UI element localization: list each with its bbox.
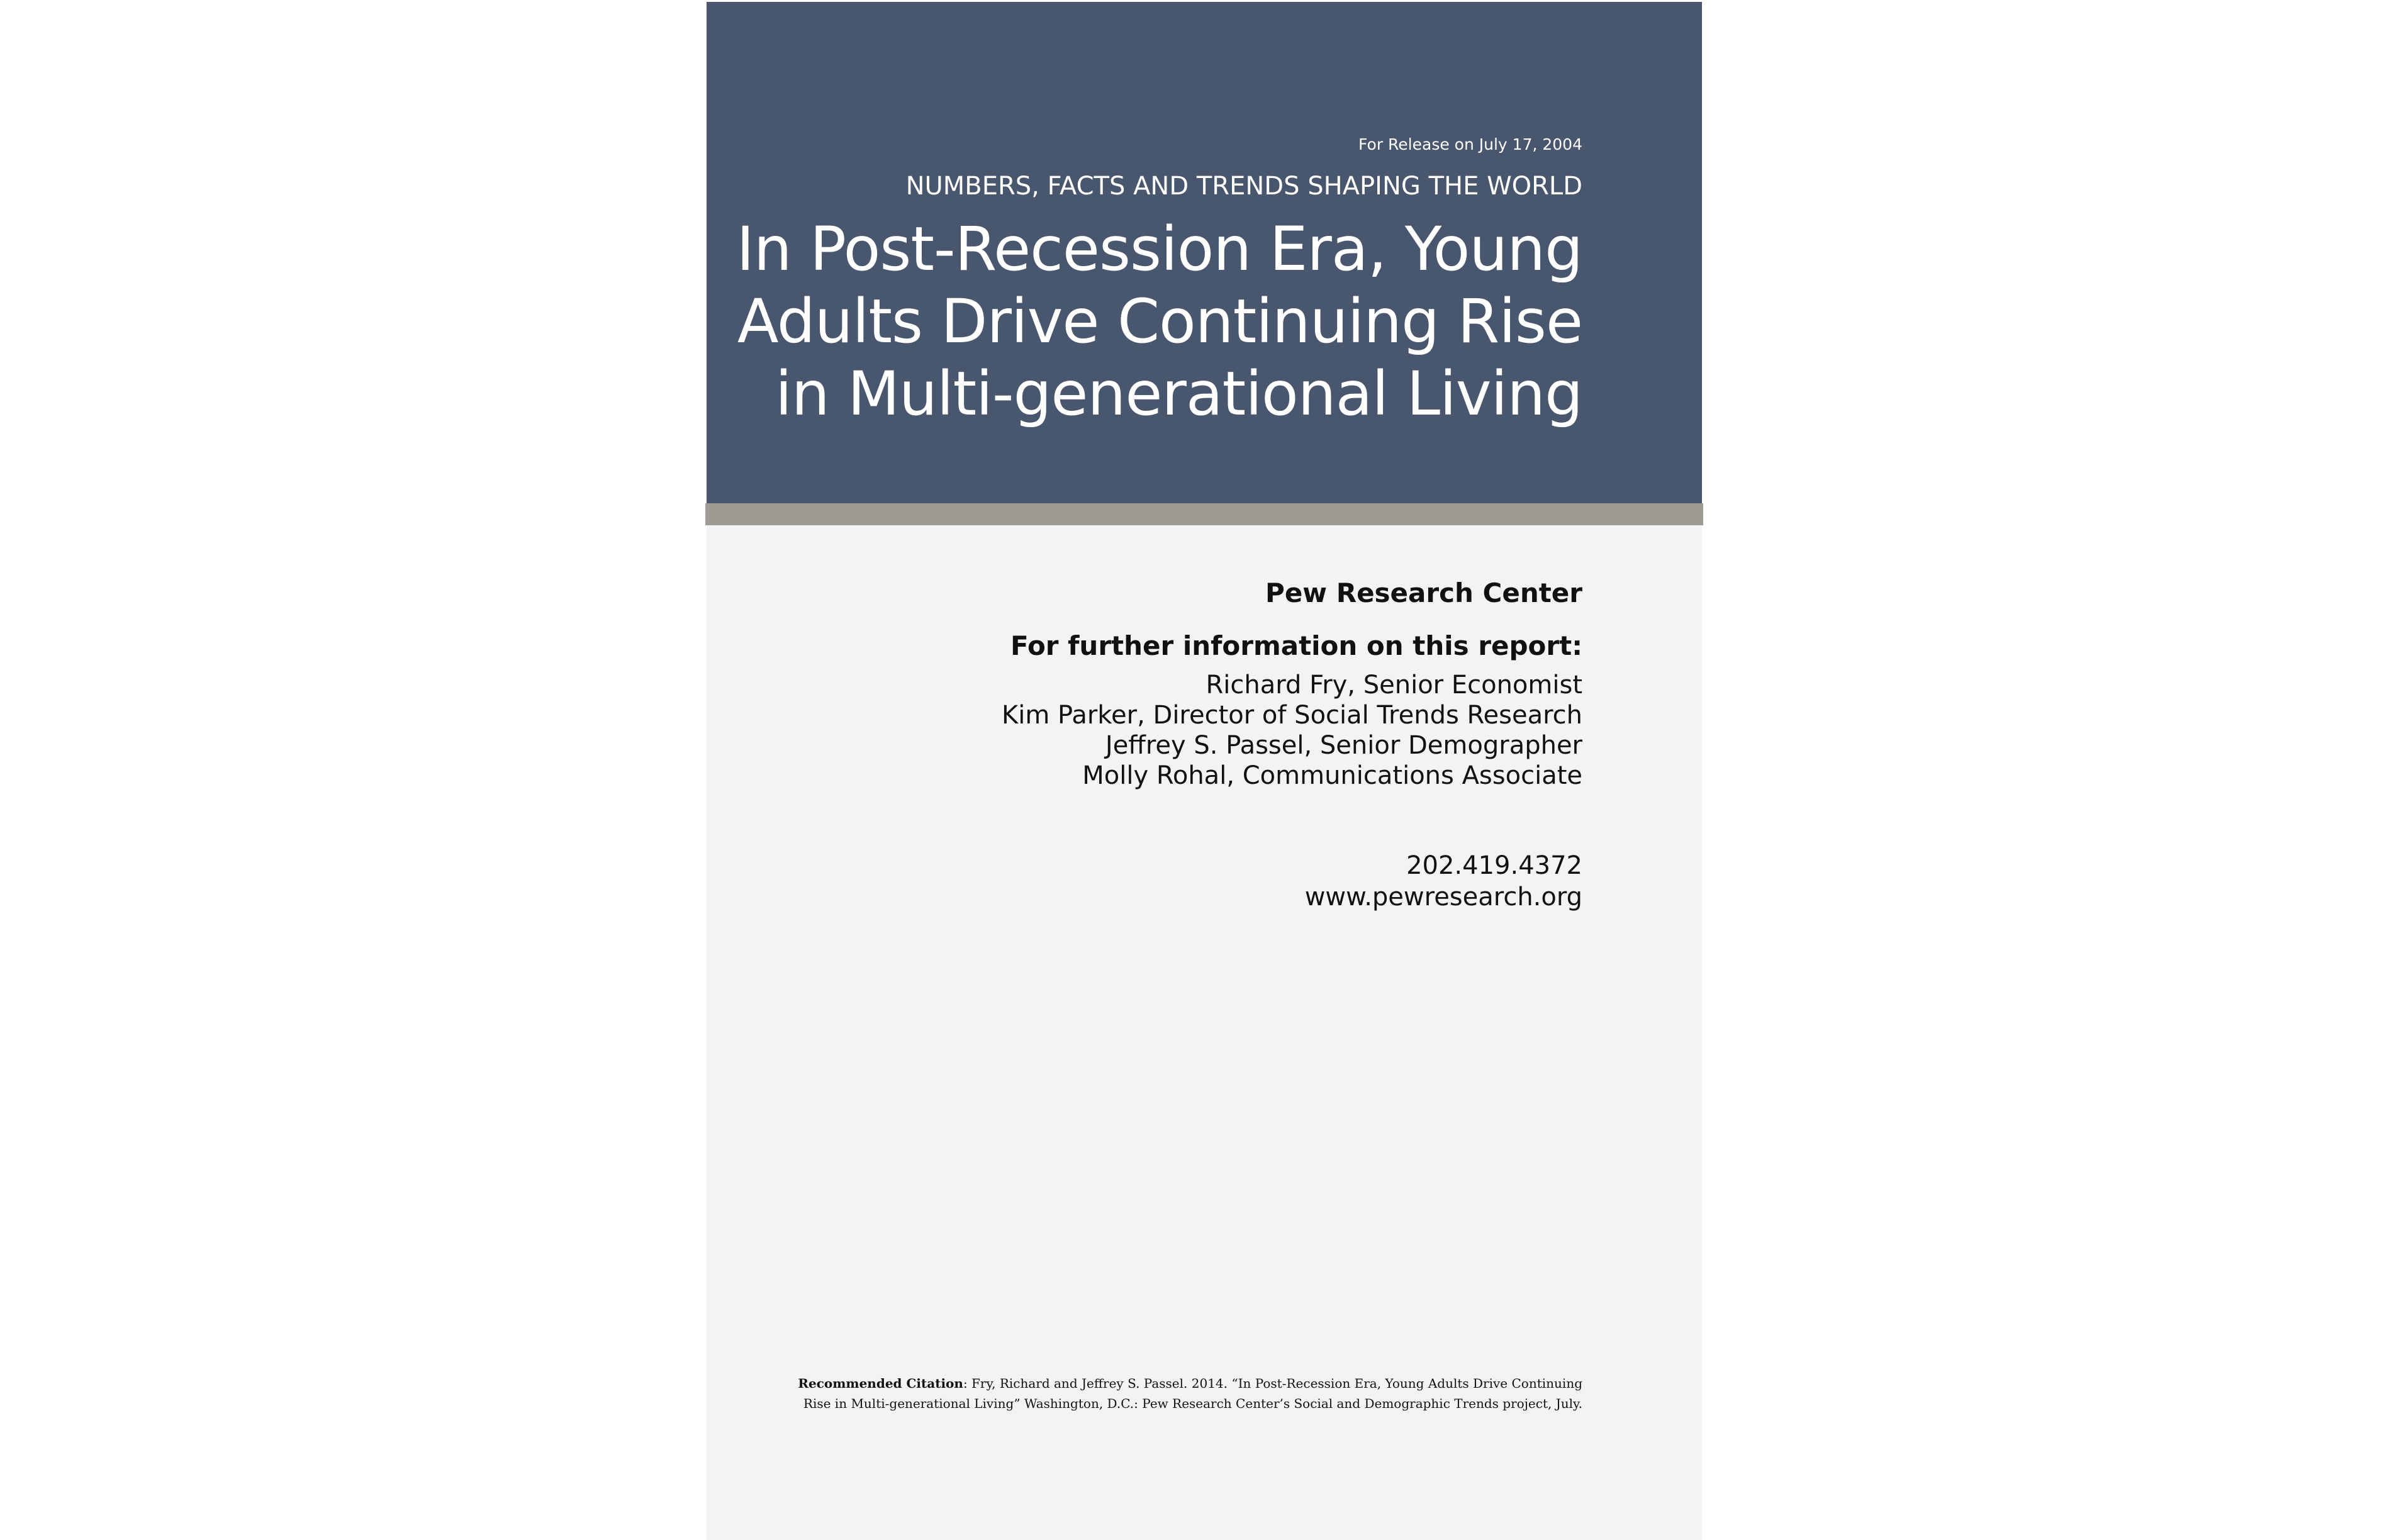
phone-number: 202.419.4372 bbox=[1406, 851, 1582, 880]
contact-item: Molly Rohal, Communications Associate bbox=[1082, 761, 1582, 790]
citation-line-2: Rise in Multi-generational Living” Washington, D.C.: Pew Research Center’s Social and Demographic Trends project, July. bbox=[803, 1396, 1582, 1411]
citation-text-1: : Fry, Richard and Jeffrey S. Passel. 2014. “In Post-Recession Era, Young Adults Drive Continuing bbox=[963, 1376, 1582, 1391]
website-link[interactable]: www.pewresearch.org bbox=[1304, 883, 1582, 912]
further-info-heading: For further information on this report: bbox=[1010, 630, 1582, 661]
divider-band bbox=[705, 503, 1703, 525]
contact-list bbox=[1002, 670, 1582, 791]
report-title bbox=[737, 213, 1583, 430]
report-title-line-1: In Post-Recession Era, Young bbox=[736, 214, 1582, 284]
citation-label: Recommended Citation bbox=[798, 1376, 963, 1391]
contact-item: Jeffrey S. Passel, Senior Demographer bbox=[1105, 731, 1582, 760]
contact-details bbox=[1305, 850, 1582, 913]
report-title-line-2: Adults Drive Continuing Rise bbox=[737, 286, 1582, 357]
organization-name: Pew Research Center bbox=[1265, 578, 1582, 608]
contact-item: Richard Fry, Senior Economist bbox=[1206, 671, 1582, 700]
recommended-citation bbox=[798, 1373, 1582, 1414]
cover-header-band bbox=[707, 2, 1702, 503]
report-title-line-3: in Multi-generational Living bbox=[775, 359, 1582, 429]
report-cover-page bbox=[707, 2, 1702, 1540]
citation-line-1 bbox=[798, 1373, 1582, 1393]
release-date: For Release on July 17, 2004 bbox=[1358, 135, 1582, 153]
tagline: NUMBERS, FACTS AND TRENDS SHAPING THE WORLD bbox=[905, 172, 1582, 201]
contact-item: Kim Parker, Director of Social Trends Research bbox=[1001, 701, 1582, 730]
